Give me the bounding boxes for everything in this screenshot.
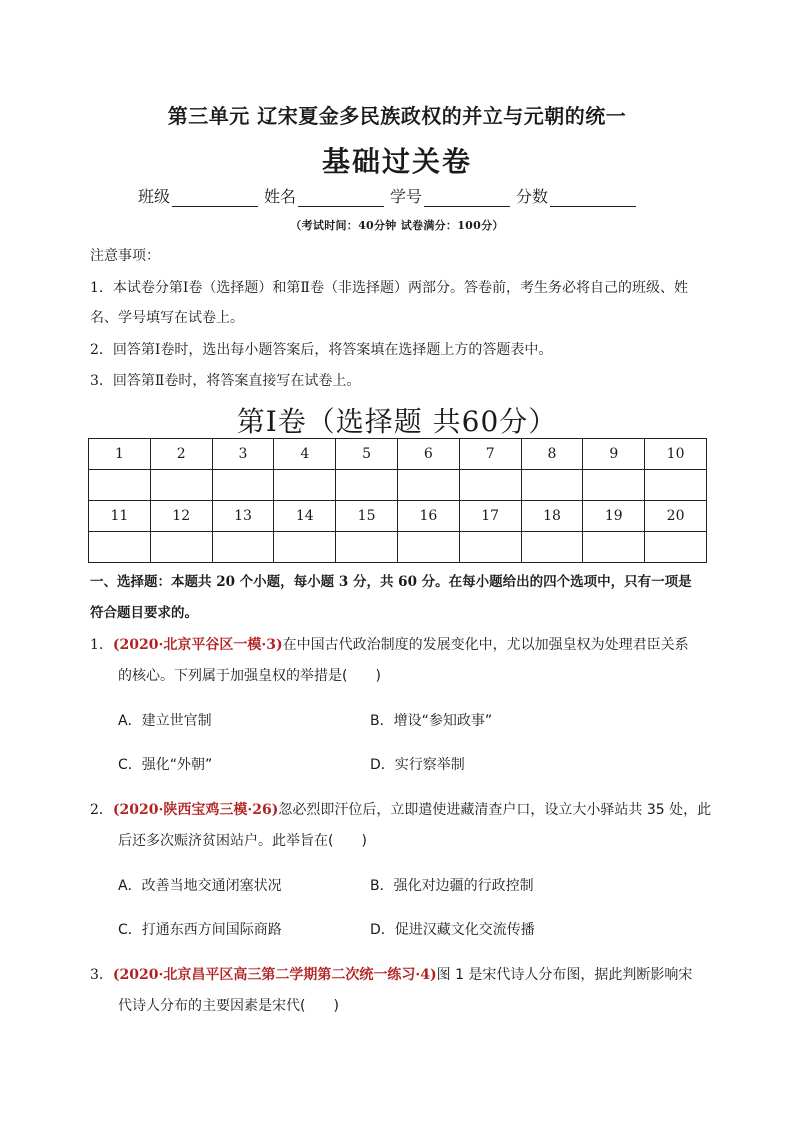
notes-heading: 注意事项： — [90, 248, 160, 264]
answer-cell[interactable] — [336, 532, 398, 563]
score-label: 分数 — [516, 187, 549, 206]
grid-number: 10 — [645, 439, 707, 470]
question-source: (2020·北京昌平区高三第二学期第二次统一练习·4) — [112, 967, 437, 983]
grid-number: 14 — [274, 501, 336, 532]
grid-number: 11 — [89, 501, 151, 532]
answer-cell[interactable] — [336, 470, 398, 501]
question-number: 3． — [90, 967, 113, 983]
question-3 — [90, 965, 692, 985]
answer-cell[interactable] — [274, 532, 336, 563]
note-item-1a: 1．本试卷分第Ⅰ卷（选择题）和第Ⅱ卷（非选择题）两部分。答卷前，考生务必将自己的班级、姓 — [90, 280, 688, 296]
section-heading: 第Ⅰ卷（选择题 共60分） — [236, 405, 558, 438]
grid-number: 19 — [583, 501, 645, 532]
question-3-stem-cont: 代诗人分布的主要因素是宋代( ) — [118, 998, 339, 1014]
grid-number: 15 — [336, 501, 398, 532]
question-2 — [90, 800, 711, 820]
answer-cell[interactable] — [521, 532, 583, 563]
answer-cell[interactable] — [274, 470, 336, 501]
answer-cell[interactable] — [459, 532, 521, 563]
score-blank[interactable] — [550, 188, 636, 207]
grid-number: 8 — [521, 439, 583, 470]
question-source: (2020·陕西宝鸡三模·26) — [112, 802, 279, 818]
section-instruction-1: 一、选择题：本题共 20 个小题，每小题 3 分，共 60 分。在每小题给出的四个选项中，只有一项是 — [90, 574, 692, 590]
exam-meta: （考试时间：40分钟 试卷满分：100分） — [290, 219, 504, 232]
student-id-blank[interactable] — [424, 188, 510, 207]
grid-number: 2 — [150, 439, 212, 470]
question-1-option-c[interactable]: C．强化“外朝” — [118, 757, 213, 773]
question-stem: 忽必烈即汗位后，立即遣使进藏清查户口，设立大小驿站共 35 处，此 — [278, 802, 712, 818]
unit-title: 第三单元 辽宋夏金多民族政权的并立与元朝的统一 — [167, 104, 627, 128]
grid-number: 7 — [459, 439, 521, 470]
question-stem: 图 1 是宋代诗人分布图，据此判断影响宋 — [436, 967, 693, 983]
grid-number: 12 — [150, 501, 212, 532]
grid-number: 20 — [645, 501, 707, 532]
name-field[interactable] — [264, 184, 384, 207]
section-instruction-2: 符合题目要求的。 — [90, 605, 198, 621]
class-blank[interactable] — [172, 188, 258, 207]
answer-cell[interactable] — [89, 470, 151, 501]
score-field[interactable] — [516, 184, 636, 207]
question-number: 2． — [90, 802, 113, 818]
answer-cell[interactable] — [521, 470, 583, 501]
grid-number: 13 — [212, 501, 274, 532]
class-label: 班级 — [138, 187, 171, 206]
question-2-option-d[interactable]: D．促进汉藏文化交流传播 — [370, 922, 535, 938]
answer-cell[interactable] — [150, 532, 212, 563]
grid-number: 1 — [89, 439, 151, 470]
grid-number-row-1 — [89, 439, 707, 470]
grid-answer-row-2 — [89, 532, 707, 563]
grid-number: 16 — [397, 501, 459, 532]
question-stem: 在中国古代政治制度的发展变化中，尤以加强皇权为处理君臣关系 — [282, 637, 689, 653]
answer-cell[interactable] — [583, 470, 645, 501]
question-2-option-c[interactable]: C．打通东西方间国际商路 — [118, 922, 282, 938]
answer-cell[interactable] — [397, 470, 459, 501]
question-1-option-a[interactable]: A．建立世官制 — [118, 713, 212, 729]
question-1-stem-cont: 的核心。下列属于加强皇权的举措是( ) — [118, 668, 381, 684]
grid-answer-row-1 — [89, 470, 707, 501]
note-item-2: 2．回答第Ⅰ卷时，选出每小题答案后，将答案填在选择题上方的答题表中。 — [90, 342, 553, 358]
exam-title: 基础过关卷 — [321, 145, 472, 178]
grid-number: 4 — [274, 439, 336, 470]
question-number: 1． — [90, 637, 113, 653]
grid-number: 6 — [397, 439, 459, 470]
note-item-1b: 名、学号填写在试卷上。 — [90, 310, 244, 326]
question-2-option-b[interactable]: B．强化对边疆的行政控制 — [370, 878, 534, 894]
question-2-stem-cont: 后还多次赈济贫困站户。此举旨在( ) — [118, 833, 367, 849]
answer-cell[interactable] — [583, 532, 645, 563]
question-2-option-a[interactable]: A．改善当地交通闭塞状况 — [118, 878, 282, 894]
student-info-line — [138, 184, 642, 207]
answer-cell[interactable] — [212, 532, 274, 563]
grid-number: 17 — [459, 501, 521, 532]
student-id-label: 学号 — [390, 187, 423, 206]
answer-cell[interactable] — [645, 532, 707, 563]
class-field[interactable] — [138, 184, 258, 207]
question-1-option-b[interactable]: B．增设“参知政事” — [370, 713, 493, 729]
answer-cell[interactable] — [459, 470, 521, 501]
answer-cell[interactable] — [89, 532, 151, 563]
grid-number-row-2 — [89, 501, 707, 532]
question-1-option-d[interactable]: D．实行察举制 — [370, 757, 465, 773]
grid-number: 5 — [336, 439, 398, 470]
question-1 — [90, 635, 689, 655]
student-id-field[interactable] — [390, 184, 510, 207]
answer-cell[interactable] — [397, 532, 459, 563]
answer-cell[interactable] — [150, 470, 212, 501]
name-blank[interactable] — [298, 188, 384, 207]
answer-cell[interactable] — [645, 470, 707, 501]
answer-cell[interactable] — [212, 470, 274, 501]
grid-number: 18 — [521, 501, 583, 532]
question-source: (2020·北京平谷区一模·3) — [112, 637, 283, 653]
grid-number: 3 — [212, 439, 274, 470]
note-item-3: 3．回答第Ⅱ卷时，将答案直接写在试卷上。 — [90, 373, 361, 389]
name-label: 姓名 — [264, 187, 297, 206]
grid-number: 9 — [583, 439, 645, 470]
answer-grid — [88, 438, 707, 563]
